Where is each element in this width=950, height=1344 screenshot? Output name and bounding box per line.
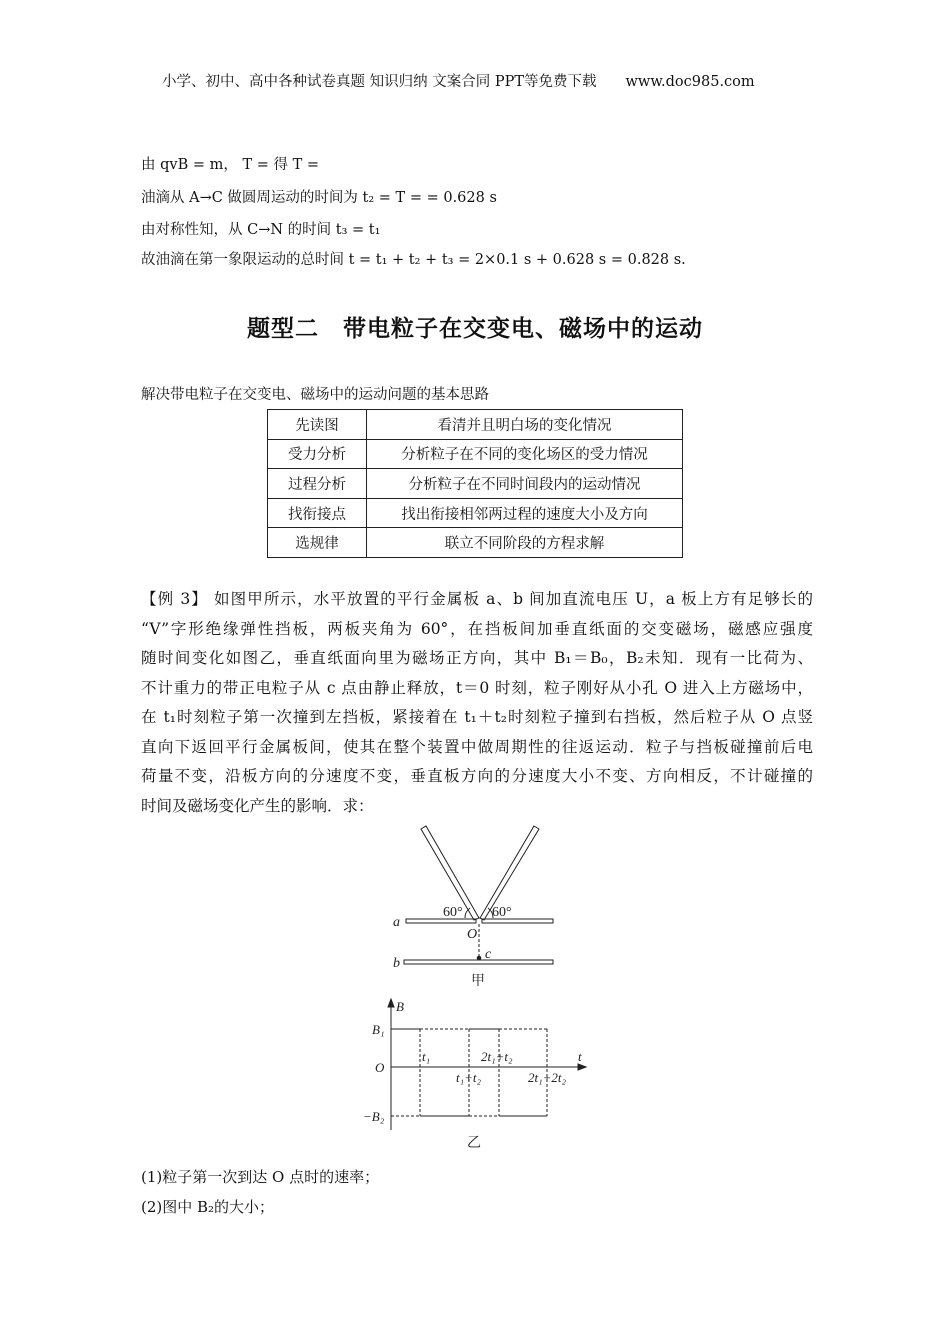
paragraph-line: 荷量不变，沿板方向的分速度不变，垂直板方向的分速度大小不变、方向相反，不计碰撞的 — [141, 767, 813, 785]
table-cell: 先读图 — [268, 410, 367, 440]
tick-label: 2t₁+t₂ — [481, 1049, 513, 1064]
table-cell: 选规律 — [268, 528, 367, 558]
figure-caption: 乙 — [467, 1136, 481, 1151]
hole-label: O — [467, 927, 478, 942]
question-2: (2)图中 B₂的大小； — [141, 1198, 275, 1216]
table-cell: 找出衔接相邻两过程的速度大小及方向 — [367, 498, 683, 528]
table-cell: 分析粒子在不同的变化场区的受力情况 — [367, 439, 683, 469]
point-c-dot — [477, 956, 481, 960]
b1-label: B₁ — [372, 1022, 385, 1037]
angle-label: 60° — [492, 905, 512, 920]
x-arrow — [578, 1064, 586, 1070]
paragraph-line: 随时间变化如图乙，垂直纸面向里为磁场正方向，其中 B₁＝B₀，B₂未知．现有一比荷为、 — [141, 649, 813, 667]
paragraph-line: 不计重力的带正电粒子从 c 点由静止释放，t＝0 时刻，粒子刚好从小孔 O 进入上方磁场中， — [141, 678, 813, 697]
angle-label: 60° — [443, 905, 463, 920]
formula-line: 故油滴在第一象限运动的总时间 t = t₁ + t₂ + t₃ = 2×0.1 s + 0.628 s = 0.828 s. — [141, 252, 686, 268]
table-cell: 受力分析 — [268, 439, 367, 469]
plate-a-label: a — [393, 915, 400, 930]
plate-b — [404, 960, 553, 964]
y-arrow — [388, 999, 394, 1007]
question-1: (1)粒子第一次到达 O 点时的速率； — [141, 1168, 380, 1186]
formula-line: 由对称性知，从 C→N 的时间 t₃ = t₁ — [141, 222, 381, 238]
plate-b-label: b — [393, 956, 400, 971]
figure-yi — [363, 999, 586, 1151]
table-caption: 解决带电粒子在交变电、磁场中的运动问题的基本思路 — [141, 387, 489, 403]
figure-jia — [393, 826, 553, 989]
paragraph-line: “V”字形绝缘弹性挡板，两板夹角为 60°，在挡板间加垂直纸面的交变磁场，磁感应强度 — [141, 619, 813, 638]
x-axis-label: t — [578, 1049, 582, 1064]
table-cell: 分析粒子在不同时间段内的运动情况 — [367, 469, 683, 499]
y-axis-label: B — [396, 999, 404, 1014]
b2-label: −B₂ — [363, 1109, 385, 1124]
figure-caption: 甲 — [471, 974, 485, 989]
table-cell: 过程分析 — [268, 469, 367, 499]
tick-label: t₁ — [422, 1049, 431, 1064]
table-cell: 找衔接点 — [268, 498, 367, 528]
tick-label: t₁+t₂ — [456, 1070, 482, 1085]
formula-line: 由 qvB = m， T = 得 T = — [141, 157, 320, 173]
paragraph-line: 在 t₁时刻粒子第一次撞到左挡板，紧接着在 t₁＋t₂时刻粒子撞到右挡板，然后粒子从 O 点竖 — [141, 708, 813, 726]
formula-line: 油滴从 A→C 做圆周运动的时间为 t₂ = T = = 0.628 s — [141, 190, 497, 206]
origin-label: O — [375, 1060, 385, 1075]
paragraph-line: 时间及磁场变化产生的影响．求： — [141, 796, 374, 815]
point-c-label: c — [485, 947, 492, 962]
page-header: 小学、初中、高中各种试卷真题 知识归纳 文案合同 PPT等免费下载 www.doc985.com — [162, 74, 755, 90]
paragraph-line: 【例 3】 如图甲所示，水平放置的平行金属板 a、b 间加直流电压 U，a 板上方有足够长的 — [141, 590, 813, 608]
section-title: 题型二 带电粒子在交变电、磁场中的运动 — [247, 316, 703, 342]
table-cell: 联立不同阶段的方程求解 — [367, 528, 683, 558]
plate-a-left — [406, 919, 476, 923]
paragraph-line: 直向下返回平行金属板间，使其在整个装置中做周期性的往返运动．粒子与挡板碰撞前后电 — [141, 737, 813, 756]
tick-label: 2t₁+2t₂ — [528, 1070, 567, 1085]
table-cell: 看清并且明白场的变化情况 — [367, 410, 683, 440]
